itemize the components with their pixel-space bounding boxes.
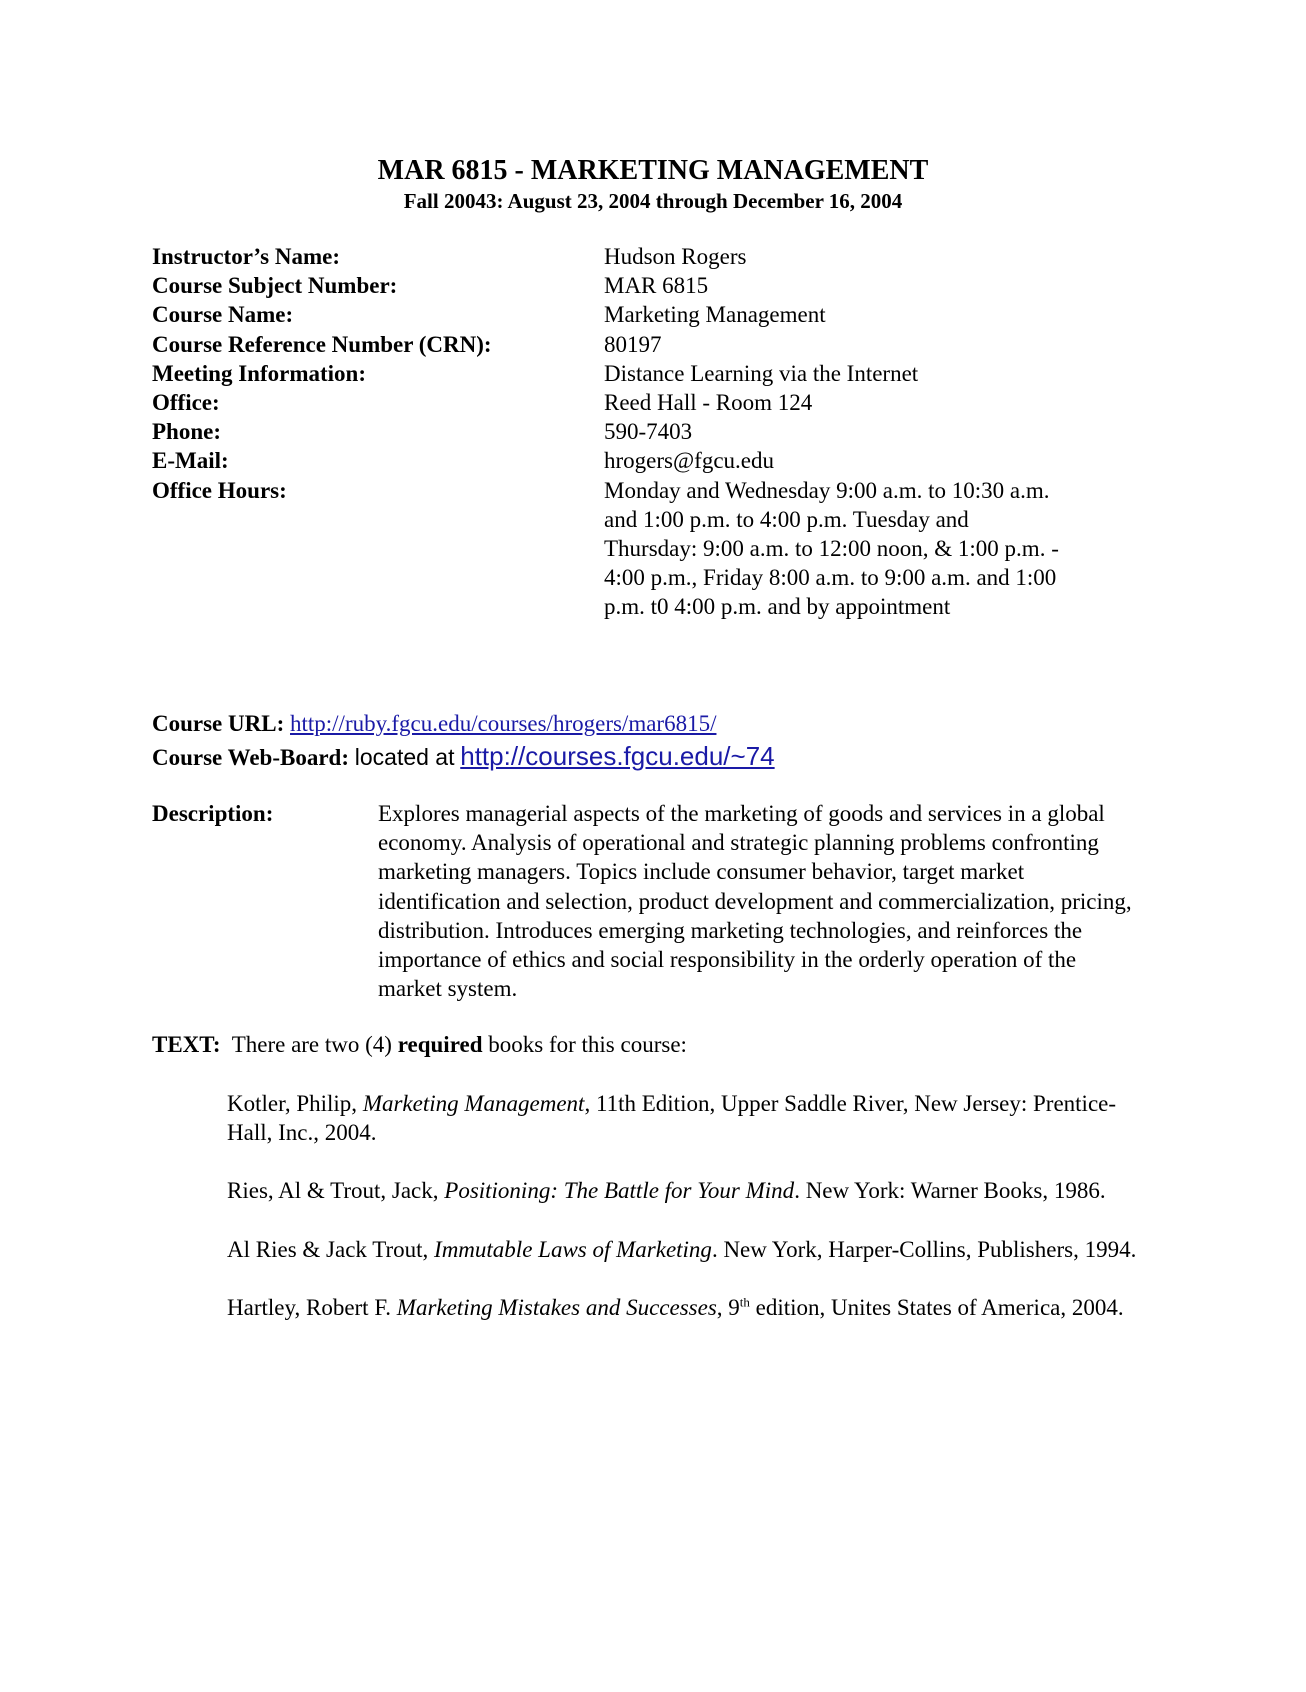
info-row-subject-number xyxy=(152,271,1152,300)
webboard-label: Course Web-Board: xyxy=(152,745,349,770)
text-intro-before: There are two (4) xyxy=(231,1032,392,1057)
info-row-email xyxy=(152,446,1152,475)
info-label: Office Hours: xyxy=(152,477,287,503)
info-value: Reed Hall - Room 124 xyxy=(604,390,813,416)
book-author: Hartley, Robert F. xyxy=(227,1294,397,1320)
book-entry xyxy=(227,1089,1147,1147)
info-label: Course Subject Number: xyxy=(152,273,398,299)
info-value: Monday and Wednesday 9:00 a.m. to 10:30 a.m. and 1:00 p.m. to 4:00 p.m. Tuesday and Thursday: 9:00 a.m. to 12:00 noon, & 1:00 p.m. - 4:00 p.m., Friday 8:00 a.m. to 9:00 a.m. and 1:00 p.m. t0 4:00 p.m. and by appointment xyxy=(604,477,1059,620)
course-url-line xyxy=(152,707,775,740)
text-section-intro xyxy=(152,1030,687,1059)
book-title: Marketing Mistakes and Successes xyxy=(396,1294,717,1320)
course-url-label: Course URL: xyxy=(152,711,285,736)
book-author: Al Ries & Jack Trout, xyxy=(227,1236,435,1262)
book-details: edition, Unites States of America, 2004. xyxy=(749,1294,1124,1320)
description-label: Description: xyxy=(152,801,274,826)
book-entry xyxy=(227,1293,1147,1322)
info-value: 80197 xyxy=(604,331,662,357)
book-author: Kotler, Philip, xyxy=(227,1091,363,1116)
info-row-instructor xyxy=(152,242,1152,271)
book-edition: , 9 xyxy=(716,1294,740,1320)
info-row-office-hours xyxy=(152,476,1152,622)
book-title: Immutable Laws of Marketing xyxy=(434,1236,712,1262)
info-row-office xyxy=(152,388,1152,417)
info-label: Course Name: xyxy=(152,302,294,328)
info-row-crn xyxy=(152,330,1152,359)
description-section xyxy=(152,799,1133,1003)
text-intro-after: books for this course: xyxy=(488,1032,687,1057)
info-value: Hudson Rogers xyxy=(604,244,747,269)
book-title: Marketing Management xyxy=(362,1091,585,1116)
book-entry xyxy=(227,1235,1147,1264)
text-label: TEXT: xyxy=(152,1032,221,1057)
webboard-line xyxy=(152,740,775,774)
info-value: Marketing Management xyxy=(604,302,826,328)
webboard-link[interactable]: http://courses.fgcu.edu/~74 xyxy=(460,741,775,771)
book-details: . New York, Harper-Collins, Publishers, 1994. xyxy=(711,1236,1137,1262)
book-details: , 11th Edition, Upper Saddle River, New Jersey: Prentice-Hall, Inc., 2004. xyxy=(227,1091,1117,1146)
info-row-meeting xyxy=(152,359,1152,388)
info-label: Meeting Information: xyxy=(152,360,366,386)
info-label: Phone: xyxy=(152,419,221,445)
info-value: hrogers@fgcu.edu xyxy=(604,448,774,474)
description-text: Explores managerial aspects of the marketing of goods and services in a global economy. Analysis of operational and strategic planning problems confronting marketing managers. Topics include consumer behavior, target market identification and selection, product development and commercialization, pricing, distribution. Introduces emerging marketing technologies, and reinforces the importance of ethics and social responsibility in the orderly operation of the market system. xyxy=(378,801,1132,1002)
info-label: E-Mail: xyxy=(152,448,229,474)
info-row-phone xyxy=(152,417,1152,446)
book-edition-suffix: th xyxy=(739,1294,750,1310)
book-list xyxy=(227,1089,1147,1351)
page-subtitle: Fall 20043: August 23, 2004 through December 16, 2004 xyxy=(403,189,903,213)
info-label: Office: xyxy=(152,390,220,416)
book-entry xyxy=(227,1176,1147,1205)
book-details: . New York: Warner Books, 1986. xyxy=(794,1178,1106,1204)
info-label: Course Reference Number (CRN): xyxy=(152,331,492,357)
page-title: MAR 6815 - MARKETING MANAGEMENT xyxy=(377,155,929,186)
info-value: 590-7403 xyxy=(604,419,693,445)
info-label: Instructor’s Name: xyxy=(152,244,340,269)
info-value: MAR 6815 xyxy=(604,273,709,299)
webboard-text: located at xyxy=(354,744,455,770)
text-intro-bold: required xyxy=(397,1032,483,1057)
info-row-course-name xyxy=(152,300,1152,329)
course-links xyxy=(152,707,775,774)
book-author: Ries, Al & Trout, Jack, xyxy=(227,1178,445,1204)
info-value: Distance Learning via the Internet xyxy=(604,360,919,386)
book-title: Positioning: The Battle for Your Mind xyxy=(444,1178,795,1204)
course-url-link[interactable]: http://ruby.fgcu.edu/courses/hrogers/mar6815/ xyxy=(290,711,717,736)
course-info-table xyxy=(152,242,1152,622)
